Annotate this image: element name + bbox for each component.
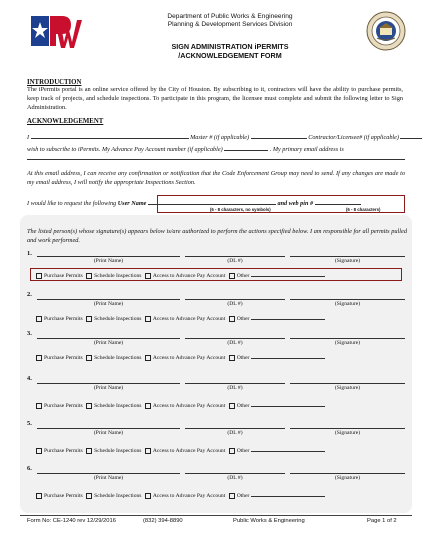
dl-caption: (DL #) [227,430,243,436]
ack-line-1 [27,131,422,141]
person-1-signature-field[interactable] [290,256,405,257]
email-label: . My primary email address is [269,146,344,153]
print-name-caption: (Print Name) [93,258,124,264]
title-line-2: /ACKNOWLEDGEMENT FORM [178,50,282,60]
print-name-caption: (Print Name) [93,340,124,346]
introduction-heading: INTRODUCTION [27,79,82,86]
purchase-permits-checkbox[interactable] [36,355,42,361]
other-field[interactable] [251,353,325,359]
advance-pay-access-checkbox[interactable] [145,316,151,322]
options-highlight-box [30,268,402,281]
person-5-options [34,446,325,454]
other-checkbox[interactable] [229,448,235,454]
introduction-text: The iPermits portal is an online service offered by the City of Houston. By subscribing to it, contractors will have the ability to purchase permits, keep track of projects, and schedule inspections. To participate in this program, the licensee must complete and submit the following letter to Sign Administration. [27,86,403,111]
signature-caption: (Signature) [334,385,361,391]
acknowledgement-heading: ACKNOWLEDGEMENT [27,118,104,125]
title-line-1: SIGN ADMINISTRATION iPERMITS [171,42,289,51]
person-4-name-field[interactable] [37,383,180,384]
person-3-number: 3. [27,330,32,337]
purchase-permits-checkbox[interactable] [36,403,42,409]
person-3-name-field[interactable] [37,338,180,339]
purchase-permits-label: Purchase Permits [44,273,83,279]
other-label: Other [236,316,250,322]
person-3-signature-field[interactable] [290,338,405,339]
signature-caption: (Signature) [334,430,361,436]
person-6-options [34,491,325,499]
person-5-name-field[interactable] [37,428,180,429]
other-field[interactable] [251,491,325,497]
contractor-label: Contractor/Licensee# (if applicable) [308,134,399,141]
footer-divider [20,515,412,516]
advance-pay-field[interactable] [224,143,268,151]
dept-line-1: Department of Public Works & Engineering [167,13,293,20]
city-seal-icon [366,11,406,51]
advance-pay-access-label: Access to Advance Pay Account [152,355,226,361]
ack-line-2 [27,143,344,153]
ack-line1-prefix: I [27,134,30,141]
contractor-number-field[interactable] [400,131,422,139]
dept-line-2: Planning & Development Services Division [167,20,293,28]
request-label: I would like to request the following [27,200,117,207]
person-1-dl-field[interactable] [185,256,285,257]
purchase-permits-label: Purchase Permits [44,493,83,499]
person-1-name-field[interactable] [37,256,180,257]
schedule-inspections-label: Schedule Inspections [94,403,142,409]
advance-pay-label: wish to subscribe to iPermits. My Advance Pay Account number (if applicable) [27,146,223,153]
schedule-inspections-checkbox[interactable] [86,403,92,409]
advance-pay-access-checkbox[interactable] [145,355,151,361]
schedule-inspections-checkbox[interactable] [86,355,92,361]
credentials-highlight-box [157,195,405,213]
webpin-hint: (6 - 8 characters) [346,207,381,212]
person-6-signature-field[interactable] [290,473,405,474]
form-title [110,43,350,60]
person-5-number: 5. [27,420,32,427]
schedule-inspections-checkbox[interactable] [86,448,92,454]
purchase-permits-label: Purchase Permits [44,403,83,409]
dl-caption: (DL #) [227,385,243,391]
print-name-caption: (Print Name) [93,430,124,436]
purchase-permits-label: Purchase Permits [44,316,83,322]
signature-caption: (Signature) [334,475,361,481]
advance-pay-access-label: Access to Advance Pay Account [152,316,226,322]
page-number: Page 1 of 2 [367,518,397,524]
advance-pay-access-label: Access to Advance Pay Account [152,273,226,279]
person-2-name-field[interactable] [37,299,180,300]
person-2-signature-field[interactable] [290,299,405,300]
department-heading [130,13,330,28]
person-3-dl-field[interactable] [185,338,285,339]
person-4-signature-field[interactable] [290,383,405,384]
schedule-inspections-label: Schedule Inspections [94,273,142,279]
other-label: Other [236,493,250,499]
person-4-number: 4. [27,375,32,382]
authorized-persons-intro: The listed person(s) whose signature(s) appears below is/are authorized to perform the actions specified below. I am responsible for all permits pulled and work performed. [27,228,407,244]
email-field[interactable] [27,159,405,160]
person-5-signature-field[interactable] [290,428,405,429]
dl-caption: (DL #) [227,258,243,264]
other-label: Other [236,355,250,361]
advance-pay-access-checkbox[interactable] [145,493,151,499]
footer-phone: (832) 394-8890 [143,518,183,524]
person-4-options [34,401,325,409]
other-label: Other [236,448,250,454]
webpin-label: and web pin # [277,200,314,207]
footer-department: Public Works & Engineering [233,518,305,524]
other-checkbox[interactable] [229,403,235,409]
pwe-logo [29,12,87,52]
email-notice-text: At this email address, I can receive any confirmation or notification that the Code Enforcement Group may need to send. If any changes are made to my email address, I will notify the appropriate Inspections Section. [27,170,405,186]
print-name-caption: (Print Name) [93,475,124,481]
advance-pay-access-label: Access to Advance Pay Account [152,448,226,454]
other-field[interactable] [251,401,325,407]
person-2-options [34,314,325,322]
print-name-caption: (Print Name) [93,385,124,391]
purchase-permits-label: Purchase Permits [44,448,83,454]
dl-caption: (DL #) [227,475,243,481]
other-checkbox[interactable] [229,355,235,361]
master-number-field[interactable] [251,131,307,139]
schedule-inspections-checkbox[interactable] [86,316,92,322]
person-6-number: 6. [27,465,32,472]
other-field[interactable] [251,446,325,452]
purchase-permits-checkbox[interactable] [36,448,42,454]
person-1-number: 1. [27,250,32,257]
schedule-inspections-label: Schedule Inspections [94,448,142,454]
person-5-dl-field[interactable] [185,428,285,429]
schedule-inspections-label: Schedule Inspections [94,493,142,499]
purchase-permits-checkbox[interactable] [36,316,42,322]
other-checkbox[interactable] [229,493,235,499]
person-2-dl-field[interactable] [185,299,285,300]
other-label: Other [236,403,250,409]
name-field[interactable] [31,131,189,139]
form-number: Form No: CE-1240 rev 12/29/2016 [27,518,116,524]
advance-pay-access-label: Access to Advance Pay Account [152,493,226,499]
person-2-number: 2. [27,291,32,298]
other-label: Other [236,273,250,279]
purchase-permits-checkbox[interactable] [36,493,42,499]
other-checkbox[interactable] [229,316,235,322]
master-label: Master # (if applicable) [190,134,250,141]
signature-caption: (Signature) [334,340,361,346]
print-name-caption: (Print Name) [93,301,124,307]
advance-pay-access-label: Access to Advance Pay Account [152,403,226,409]
schedule-inspections-label: Schedule Inspections [94,316,142,322]
advance-pay-access-checkbox[interactable] [145,448,151,454]
person-3-options [34,353,325,361]
advance-pay-access-checkbox[interactable] [145,403,151,409]
person-6-name-field[interactable] [37,473,180,474]
purchase-permits-label: Purchase Permits [44,355,83,361]
person-6-dl-field[interactable] [185,473,285,474]
signature-caption: (Signature) [334,301,361,307]
dl-caption: (DL #) [227,301,243,307]
username-hint: (6 - 8 characters, no symbols) [210,207,271,212]
signature-caption: (Signature) [334,258,361,264]
other-field[interactable] [251,314,325,320]
schedule-inspections-checkbox[interactable] [86,493,92,499]
dl-caption: (DL #) [227,340,243,346]
username-label: User Name [117,200,147,207]
schedule-inspections-label: Schedule Inspections [94,355,142,361]
person-4-dl-field[interactable] [185,383,285,384]
